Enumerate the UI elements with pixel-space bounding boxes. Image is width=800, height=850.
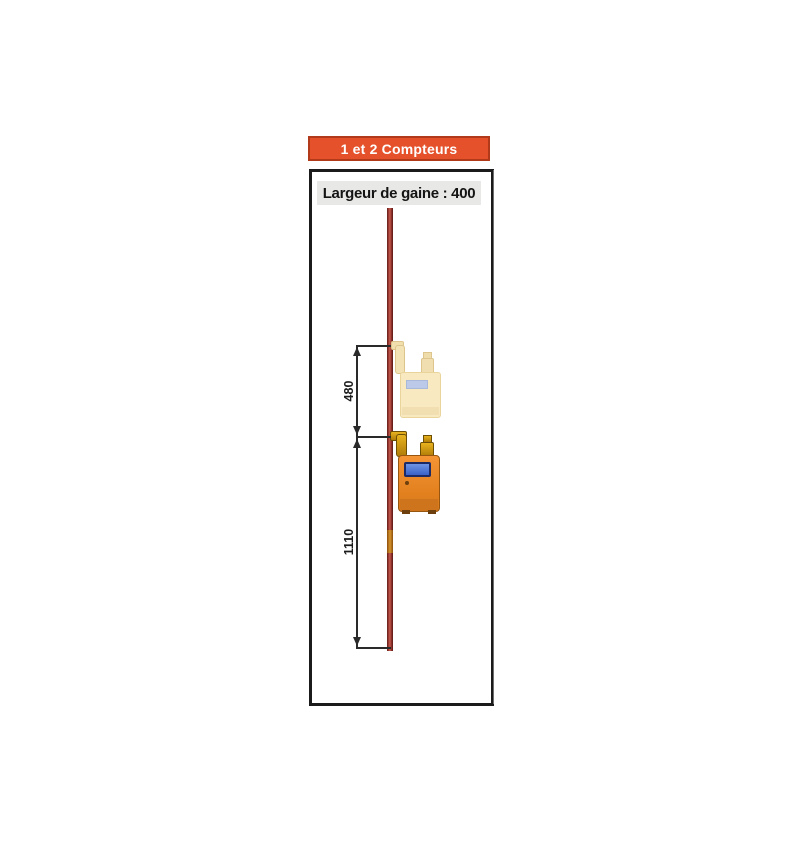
ghost-meter-bottom-band	[402, 407, 439, 415]
extension-line-top	[356, 345, 391, 347]
meter-foot-left	[402, 510, 410, 514]
pipe-orange-segment	[387, 530, 393, 553]
dim-arrow-up-icon	[353, 347, 361, 356]
dim-arrow-up-icon	[353, 439, 361, 448]
extension-line-bottom	[356, 647, 391, 649]
dim-arrow-down-icon	[353, 637, 361, 646]
meter-elbow-vertical	[396, 434, 407, 457]
scan-artifact-line	[493, 170, 494, 704]
ghost-meter-display	[406, 380, 428, 389]
dim-arrow-down-icon	[353, 426, 361, 435]
dimension-line-vertical	[356, 345, 358, 649]
riser-pipe	[387, 208, 393, 651]
meter-display-screen	[406, 464, 429, 475]
meter-foot-right	[428, 510, 436, 514]
duct-width-header-label: Largeur de gaine : 400	[322, 184, 476, 202]
dimension-label-lower: 1110	[342, 528, 356, 556]
duct-width-header	[317, 181, 481, 205]
dimension-label-upper: 480	[342, 380, 356, 402]
title-banner	[308, 136, 490, 161]
ghost-elbow-vertical	[395, 345, 405, 374]
extension-line-middle	[356, 436, 391, 438]
title-banner-label: 1 et 2 Compteurs	[340, 140, 458, 157]
meter-button-dot	[405, 481, 409, 485]
